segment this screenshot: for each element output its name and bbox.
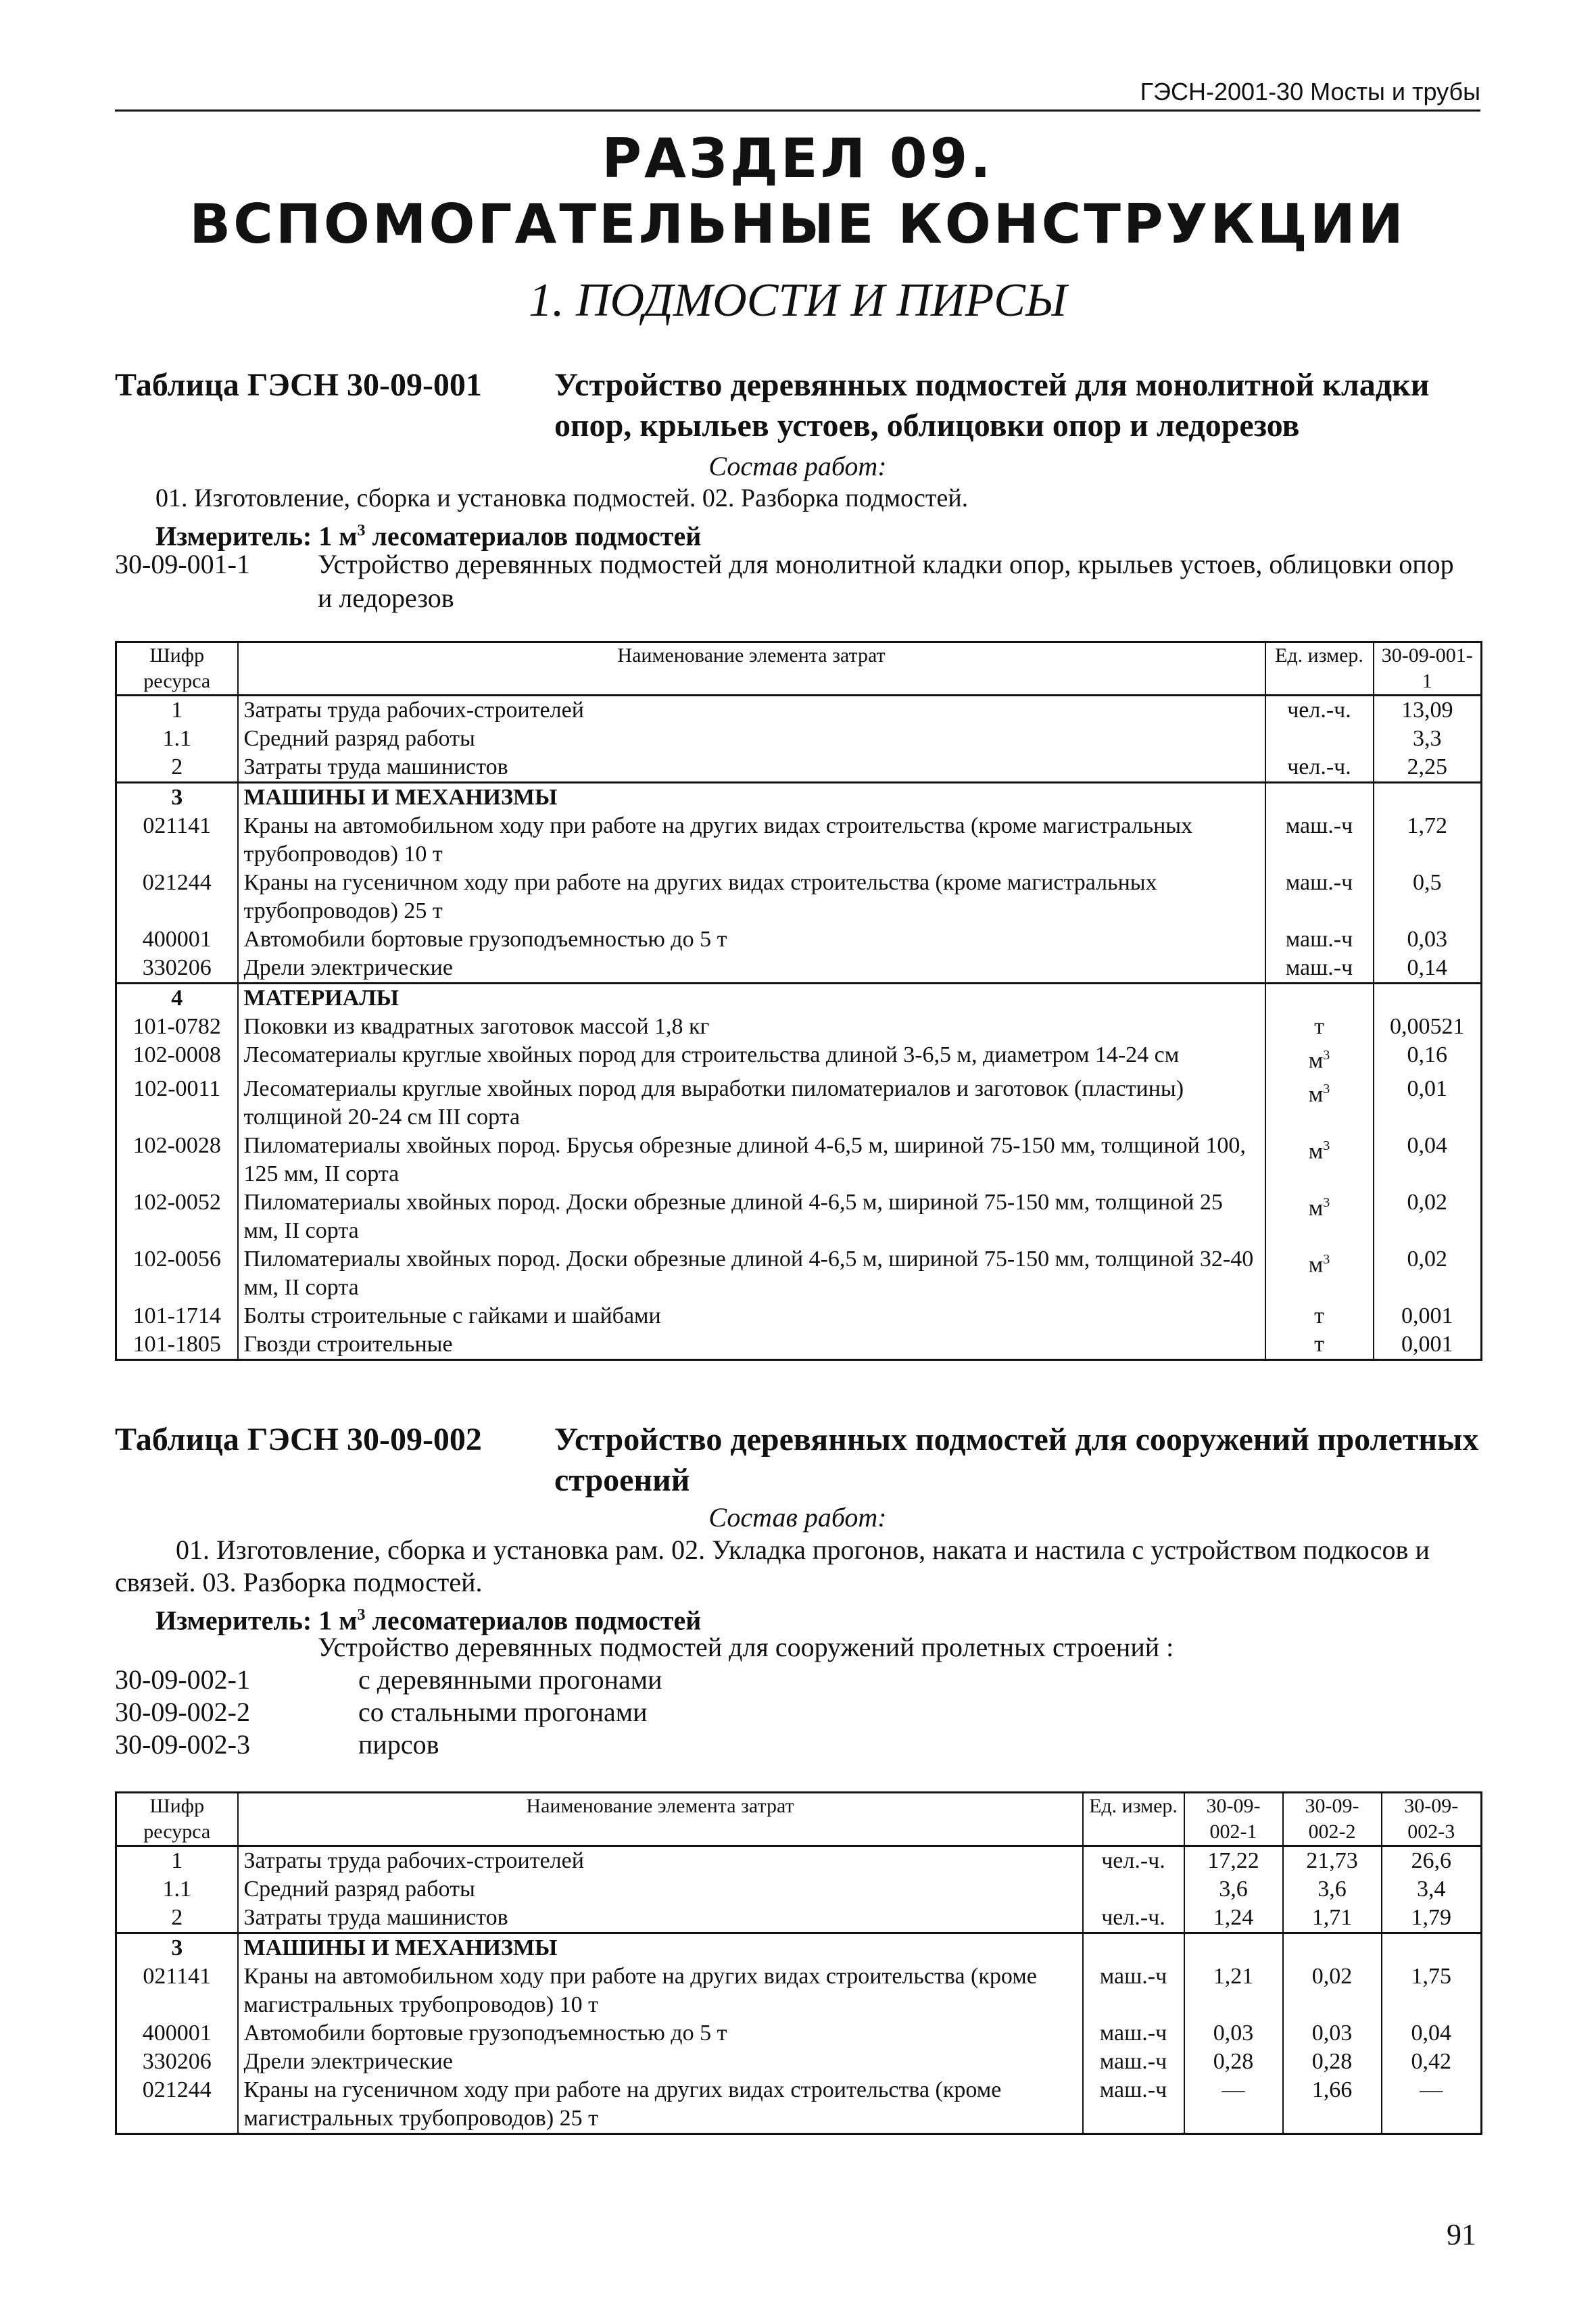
cell-element-name: Дрели электрические [238, 954, 1265, 984]
cell-element-name: Автомобили бортовые грузоподъемностью до 5 т [238, 2019, 1083, 2048]
cell-unit [1265, 984, 1374, 1013]
cell-unit: $м^3$ [1265, 1245, 1374, 1302]
cell-resource-code: 400001 [116, 2019, 238, 2048]
table-row [116, 1302, 1482, 1330]
cell-element-name: Пиломатериалы хвойных пород. Брусья обрезные длиной 4-6,5 м, шириной 75-150 мм, толщиной 100, 125 мм, II сорта [238, 1132, 1265, 1188]
table2-composition-line1: 01. Изготовление, сборка и установка рам. 02. Укладка прогонов, наката и настила с устройством подкосов и [176, 1535, 1430, 1565]
cell-value-2 [1283, 1933, 1382, 1963]
table-row [116, 812, 1482, 869]
table-row [116, 1132, 1482, 1188]
cell-element-name: Краны на гусеничном ходу при работе на других видах строительства (кроме магистральных трубопроводов) 25 т [238, 2076, 1083, 2134]
cell-resource-code: 021244 [116, 2076, 238, 2134]
table-row [116, 2019, 1482, 2048]
cell-unit [1083, 1875, 1184, 1904]
resource-table-2 [115, 1791, 1482, 2135]
page-number: 91 [1447, 2218, 1476, 2251]
cell-element-name: Дрели электрические [238, 2048, 1083, 2076]
cell-resource-code: 021244 [116, 869, 238, 925]
table-row [116, 2076, 1482, 2134]
cell-resource-code: 102-0056 [116, 1245, 238, 1302]
cell-value: 0,02 [1374, 1188, 1482, 1245]
col-norm-2: 30-09-002-2 [1283, 1793, 1382, 1846]
cell-resource-code: 330206 [116, 2048, 238, 2076]
cell-unit: маш.-ч [1083, 2076, 1184, 2134]
table2-desc-3: пирсов [358, 1729, 439, 1760]
table2-measure: Измеритель: 1 $м^3$ лесоматериалов подмостей [155, 1605, 702, 1636]
cell-element-name: Лесоматериалы круглые хвойных пород для выработки пиломатериалов и заготовок (пластины) толщиной 20-24 см III сорта [238, 1075, 1265, 1132]
cell-value-3: 1,79 [1382, 1904, 1482, 1933]
cell-resource-code: 102-0008 [116, 1041, 238, 1075]
cell-resource-code: 102-0052 [116, 1188, 238, 1245]
cell-value: 0,02 [1374, 1245, 1482, 1302]
cell-value-1 [1184, 1933, 1283, 1963]
cell-value-3: 3,4 [1382, 1875, 1482, 1904]
table-row [116, 984, 1482, 1013]
cell-element-name: Поковки из квадратных заготовок массой 1,8 кг [238, 1013, 1265, 1041]
table-row [116, 753, 1482, 783]
table1-norm-desc: Устройство деревянных подмостей для монолитной кладки опор, крыльев устоев, облицовки опор и ледорезов [318, 549, 1454, 613]
cell-element-name: МАШИНЫ И МЕХАНИЗМЫ [238, 1933, 1083, 1963]
table-row [116, 1330, 1482, 1360]
cell-value-1: 3,6 [1184, 1875, 1283, 1904]
cell-unit: чел.-ч. [1265, 696, 1374, 725]
cell-resource-code: 1.1 [116, 725, 238, 753]
table-row [116, 869, 1482, 925]
cell-value-3 [1382, 1933, 1482, 1963]
table1-composition-label: Состав работ: [708, 451, 887, 481]
cell-element-name: Краны на автомобильном ходу при работе на других видах строительства (кроме магистральных трубопроводов) 10 т [238, 1962, 1083, 2019]
cell-element-name: Затраты труда рабочих-строителей [238, 696, 1265, 725]
cell-value-3: 26,6 [1382, 1846, 1482, 1876]
cell-resource-code: 1.1 [116, 1875, 238, 1904]
table-row [116, 1933, 1482, 1963]
cell-element-name: Затраты труда машинистов [238, 753, 1265, 783]
cell-value: 0,001 [1374, 1330, 1482, 1360]
cell-resource-code: 102-0028 [116, 1132, 238, 1188]
cell-element-name: Средний разряд работы [238, 1875, 1083, 1904]
table2-label: Таблица ГЭСН 30-09-002 [115, 1422, 482, 1457]
table-row [116, 1188, 1482, 1245]
cell-value-2: 1,66 [1283, 2076, 1382, 2134]
cell-unit: маш.-ч [1265, 954, 1374, 984]
table-row [116, 1904, 1482, 1933]
cell-value-1: 0,28 [1184, 2048, 1283, 2076]
cell-resource-code: 101-1714 [116, 1302, 238, 1330]
resource-table-1 [115, 641, 1482, 1361]
cell-value [1374, 984, 1482, 1013]
cell-unit: $м^3$ [1265, 1075, 1374, 1132]
cell-resource-code: 3 [116, 783, 238, 813]
cell-unit: чел.-ч. [1083, 1904, 1184, 1933]
cell-resource-code: 101-0782 [116, 1013, 238, 1041]
cell-value: 3,3 [1374, 725, 1482, 753]
cell-element-name: Краны на гусеничном ходу при работе на других видах строительства (кроме магистральных трубопроводов) 25 т [238, 869, 1265, 925]
cell-unit [1265, 725, 1374, 753]
cell-resource-code: 102-0011 [116, 1075, 238, 1132]
cell-value: 1,72 [1374, 812, 1482, 869]
col-norm-1: 30-09-002-1 [1184, 1793, 1283, 1846]
table2-desc-1: с деревянными прогонами [358, 1664, 662, 1695]
table-row [116, 1013, 1482, 1041]
cell-resource-code: 101-1805 [116, 1330, 238, 1360]
cell-value-1: 17,22 [1184, 1846, 1283, 1876]
cell-resource-code: 4 [116, 984, 238, 1013]
cell-unit: чел.-ч. [1083, 1846, 1184, 1876]
table1-title: Устройство деревянных подмостей для монолитной кладки опор, крыльев устоев, облицовки опор и ледорезов [554, 367, 1430, 443]
cell-element-name: МАШИНЫ И МЕХАНИЗМЫ [238, 783, 1265, 813]
running-head: ГЭСН-2001-30 Мосты и трубы [115, 74, 1480, 112]
table-row [116, 783, 1482, 813]
col-resource-code: Шифр ресурса [116, 1793, 238, 1846]
cell-value-2: 0,02 [1283, 1962, 1382, 2019]
cell-value: 0,01 [1374, 1075, 1482, 1132]
cell-value: 13,09 [1374, 696, 1482, 725]
col-resource-code: Шифр ресурса [116, 642, 238, 696]
table-row [116, 1846, 1482, 1876]
cell-unit: т [1265, 1330, 1374, 1360]
cell-resource-code: 021141 [116, 812, 238, 869]
cell-resource-code: 1 [116, 696, 238, 725]
cell-unit: т [1265, 1302, 1374, 1330]
cell-unit: $м^3$ [1265, 1188, 1374, 1245]
table2-code-2: 30-09-002-2 [115, 1697, 250, 1727]
cell-unit: маш.-ч [1265, 812, 1374, 869]
cell-element-name: Затраты труда рабочих-строителей [238, 1846, 1083, 1876]
cell-value-1: 0,03 [1184, 2019, 1283, 2048]
cell-resource-code: 330206 [116, 954, 238, 984]
table1-norm-code: 30-09-001-1 [115, 549, 250, 579]
cell-value: 0,5 [1374, 869, 1482, 925]
cell-value-2: 3,6 [1283, 1875, 1382, 1904]
cell-element-name: Лесоматериалы круглые хвойных пород для строительства длиной 3-6,5 м, диаметром 14-24 см [238, 1041, 1265, 1075]
cell-value-2: 0,03 [1283, 2019, 1382, 2048]
cell-unit: $м^3$ [1265, 1132, 1374, 1188]
cell-resource-code: 2 [116, 1904, 238, 1933]
cell-value-2: 1,71 [1283, 1904, 1382, 1933]
table-row [116, 696, 1482, 725]
table-row [116, 1245, 1482, 1302]
table-row [116, 1075, 1482, 1132]
cell-value [1374, 783, 1482, 813]
cell-value-1: 1,24 [1184, 1904, 1283, 1933]
cell-value: 0,16 [1374, 1041, 1482, 1075]
table2-desc-2: со стальными прогонами [358, 1697, 648, 1727]
cell-resource-code: 021141 [116, 1962, 238, 2019]
cell-element-name: МАТЕРИАЛЫ [238, 984, 1265, 1013]
cell-value-2: 0,28 [1283, 2048, 1382, 2076]
cell-value: 0,14 [1374, 954, 1482, 984]
cell-value-3: 0,42 [1382, 2048, 1482, 2076]
cell-unit: маш.-ч [1265, 925, 1374, 954]
table-row [116, 1041, 1482, 1075]
cell-value-3: 0,04 [1382, 2019, 1482, 2048]
table-row [116, 925, 1482, 954]
cell-element-name: Болты строительные с гайками и шайбами [238, 1302, 1265, 1330]
cell-resource-code: 400001 [116, 925, 238, 954]
cell-element-name: Гвозди строительные [238, 1330, 1265, 1360]
cell-value: 2,25 [1374, 753, 1482, 783]
cell-element-name: Средний разряд работы [238, 725, 1265, 753]
col-element-name: Наименование элемента затрат [238, 642, 1265, 696]
table-row [116, 1875, 1482, 1904]
table-row [116, 1962, 1482, 2019]
col-norm-1: 30-09-001-1 [1374, 642, 1482, 696]
section-title: ВСПОМОГАТЕЛЬНЫЕ КОНСТРУКЦИИ [189, 193, 1406, 256]
cell-value: 0,00521 [1374, 1013, 1482, 1041]
table1-label: Таблица ГЭСН 30-09-001 [115, 367, 482, 403]
col-unit: Ед. измер. [1265, 642, 1374, 696]
table2-code-3: 30-09-002-3 [115, 1729, 250, 1760]
col-unit: Ед. измер. [1083, 1793, 1184, 1846]
cell-value-1: — [1184, 2076, 1283, 2134]
cell-unit: маш.-ч [1083, 2019, 1184, 2048]
cell-unit [1083, 1933, 1184, 1963]
table-row [116, 725, 1482, 753]
cell-unit: т [1265, 1013, 1374, 1041]
cell-unit: маш.-ч [1265, 869, 1374, 925]
cell-value-2: 21,73 [1283, 1846, 1382, 1876]
section-number: РАЗДЕЛ 09. [602, 127, 994, 190]
cell-unit: маш.-ч [1083, 2048, 1184, 2076]
table-row [116, 2048, 1482, 2076]
col-norm-3: 30-09-002-3 [1382, 1793, 1482, 1846]
table2-code-1: 30-09-002-1 [115, 1664, 250, 1695]
cell-value: 0,03 [1374, 925, 1482, 954]
col-element-name: Наименование элемента затрат [238, 1793, 1083, 1846]
cell-resource-code: 2 [116, 753, 238, 783]
cell-element-name: Автомобили бортовые грузоподъемностью до 5 т [238, 925, 1265, 954]
table1-composition: 01. Изготовление, сборка и установка подмостей. 02. Разборка подмостей. [155, 484, 969, 512]
cell-unit: чел.-ч. [1265, 753, 1374, 783]
cell-element-name: Пиломатериалы хвойных пород. Доски обрезные длиной 4-6,5 м, шириной 75-150 мм, толщиной 25 мм, II сорта [238, 1188, 1265, 1245]
cell-value-3: — [1382, 2076, 1482, 2134]
cell-element-name: Затраты труда машинистов [238, 1904, 1083, 1933]
cell-value: 0,04 [1374, 1132, 1482, 1188]
cell-unit: маш.-ч [1083, 1962, 1184, 2019]
cell-unit: $м^3$ [1265, 1041, 1374, 1075]
cell-resource-code: 1 [116, 1846, 238, 1876]
table2-title: Устройство деревянных подмостей для сооружений пролетных строений [554, 1422, 1479, 1498]
cell-resource-code: 3 [116, 1933, 238, 1963]
cell-value: 0,001 [1374, 1302, 1482, 1330]
table2-composition-label: Состав работ: [708, 1502, 887, 1533]
table2-composition-line2: связей. 03. Разборка подмостей. [115, 1567, 483, 1597]
cell-element-name: Краны на автомобильном ходу при работе на других видах строительства (кроме магистральных трубопроводов) 10 т [238, 812, 1265, 869]
cell-value-1: 1,21 [1184, 1962, 1283, 2019]
table-row [116, 954, 1482, 984]
subsection-title: 1. ПОДМОСТИ И ПИРСЫ [528, 274, 1067, 327]
cell-element-name: Пиломатериалы хвойных пород. Доски обрезные длиной 4-6,5 м, шириной 75-150 мм, толщиной 32-40 мм, II сорта [238, 1245, 1265, 1302]
cell-value-3: 1,75 [1382, 1962, 1482, 2019]
table1-measure: Измеритель: 1 $м^3$ лесоматериалов подмостей [155, 521, 702, 552]
cell-unit [1265, 783, 1374, 813]
table2-intro: Устройство деревянных подмостей для сооружений пролетных строений : [318, 1632, 1174, 1662]
